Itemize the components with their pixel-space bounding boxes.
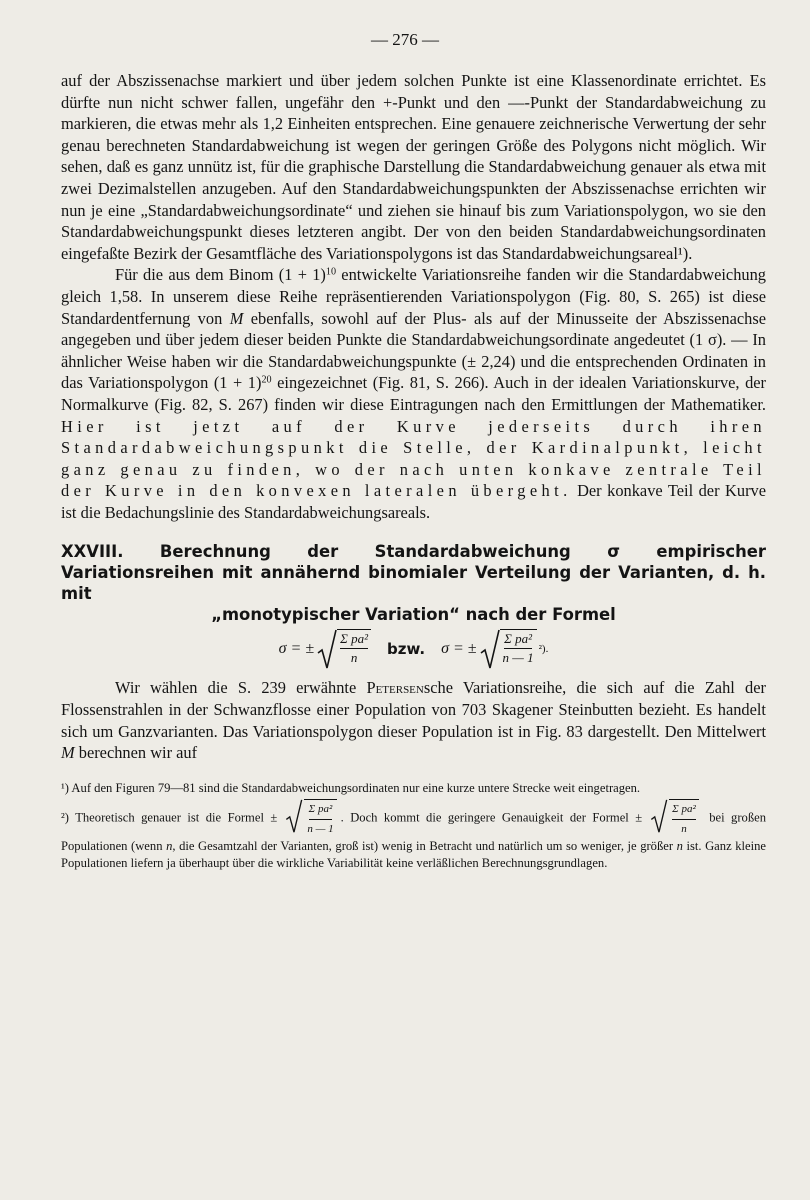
square-root	[649, 799, 699, 838]
fraction-denominator: n	[681, 822, 687, 835]
variable-n: n	[676, 838, 683, 853]
formula-population	[279, 629, 371, 669]
formula-line	[61, 629, 766, 669]
paragraph-2-part-a: Für die aus dem Binom (1 + 1)	[115, 265, 326, 285]
section-heading-last-line: „monotypischer Variation“ nach der Formel	[211, 605, 616, 625]
fraction	[304, 799, 336, 838]
exponent-20: 20	[261, 374, 272, 386]
fraction-numerator: Σ pa²	[309, 801, 333, 820]
radical-sign-icon	[317, 629, 337, 669]
footnote-2-part-e: ist. Ganz kleine Populationen liefern ja überhaupt über die wirkliche Variabilität keine verläßlichen Berechnungsgrundlagen.	[61, 838, 766, 870]
fraction	[500, 629, 537, 669]
square-root	[284, 799, 336, 838]
fraction-denominator: n	[350, 650, 358, 666]
main-text	[61, 70, 766, 874]
footnote-1: ¹) Auf den Figuren 79—81 sind die Standardabweichungsordinaten nur eine kurze untere Strecke weit eingetragen.	[61, 780, 641, 795]
footnotes	[61, 780, 766, 872]
variable-n: n	[166, 838, 173, 853]
footnote-2	[61, 799, 766, 872]
fraction-denominator: n — 1	[502, 650, 534, 666]
paragraph-3	[61, 677, 766, 763]
formula-lhs: σ = ±	[278, 640, 315, 658]
paragraph-2	[61, 264, 766, 523]
author-name: Petersen	[366, 678, 424, 698]
fraction-numerator: Σ pa²	[672, 801, 696, 820]
footnote-formula-sample	[281, 799, 336, 838]
footnote-2-part-c: bei großen Populationen (wenn	[61, 810, 767, 853]
paragraph-1: auf der Abszissenachse markiert und über jedem solchen Punkte ist eine Klassenordinate errichtet. Es dürfte nun nicht schwer fallen, ungefähr den +-Punkt und den —-Punkt der Standardabweichung zu markieren, die etwas mehr als 1,2 Einheiten entsprechen. Eine genauere zeichnerische Verwertung der sehr genau berechneten Standardabweichung ist wegen der geringen Größe des Polygons nicht möglich. Wir sehen, daß es ganz unnütz ist, für die graphische Darstellung die Standardabweichung genauer als etwa mit zwei Dezimalstellen anzugeben. Auf den Standardabweichungspunkten der Abszissenachse errichten wir nun je eine „Standardabweichungsordinate“ und ziehen sie hinauf bis zum Variationspolygon, wo sie den Standardabweichungspunkt dieses letzteren angibt. Der von den beiden Standardabweichungsordinaten eingefaßte Bezirk der Gesamtfläche des Variationspolygons ist das Standardabweichungsareal¹).	[61, 71, 766, 263]
footnote-formula-population	[646, 799, 699, 838]
fraction	[337, 629, 371, 669]
square-root	[480, 629, 537, 669]
paragraph-2-part-c: ebenfalls, sowohl auf der Plus- als auf der Minusseite der Abszissenachse angegeben und über jedem dieser beiden Punkte die Standardabweichungsordinate angedeutet (1 σ). — In ähnlicher Weise haben wir die Standardabweichungspunkte (± 2,24) und die entsprechenden Ordinaten in das Variationspolygon (1 + 1)	[61, 308, 766, 393]
footnote-2-part-b: . Doch kommt die geringere Genauigkeit der Formel ±	[340, 810, 643, 825]
fraction	[669, 799, 699, 838]
formula-sample	[441, 629, 548, 669]
square-root	[317, 629, 371, 669]
radical-sign-icon	[649, 799, 669, 833]
section-heading: XXVIII. Berechnung der Standardabweichung σ empirischer Variationsreihen mit annähernd binomialer Verteilung der Varianten, d. h. mit	[61, 542, 766, 604]
footnote-2-part-d: , die Gesamtzahl der Varianten, groß ist) wenig in Betracht und natürlich um so weniger, je größer	[172, 838, 677, 853]
footnote-2-part-a: ²) Theoretisch genauer ist die Formel ±	[61, 810, 278, 825]
exponent-10: 10	[325, 266, 337, 278]
paragraph-3-part-b: sche Variationsreihe, die sich auf die Zahl der Flossenstrahlen in der Schwanzflosse einer Population von 703 Skagener Steinbutten bezieht. Es handelt sich um Ganzvarianten. Das Variationspolygon dieser Population ist in Fig. 83 dargestellt. Den Mittelwert	[61, 678, 766, 741]
mean-symbol: M	[229, 308, 244, 328]
mean-symbol: M	[61, 743, 75, 763]
emphasized-spaced-text: Hier ist jetzt auf der Kurve jederseits durch ihren Standardabweichungspunkt die Stelle, der Kardinalpunkt, leicht ganz genau zu finden, wo der nach unten konkave zentrale Teil der Kurve in den konvexen lateralen übergeht.	[61, 416, 766, 501]
page-number: — 276 —	[371, 30, 439, 49]
formula-lhs: σ = ±	[441, 640, 477, 658]
fraction-denominator: n — 1	[307, 822, 334, 835]
paragraph-2-part-b: entwickelte Variationsreihe fanden wir die Standardabweichung gleich 1,58. In unserem diese Reihe repräsentierenden Variationspolygon (Fig. 80, S. 265) ist diese Standardentfernung von	[61, 265, 766, 328]
paragraph-3-part-c: berechnen wir auf	[74, 743, 198, 763]
paragraph-2-part-d: eingezeichnet (Fig. 81, S. 266). Auch in der idealen Variationskurve, der Normalkurve (Fig. 82, S. 267) finden wir diese Eintragungen nach den Ermittlungen der Mathematiker.	[61, 373, 766, 414]
formula-connector: bzw.	[387, 640, 426, 659]
paragraph-2-part-e: Der konkave Teil der Kurve ist die Bedachungslinie des Standardabweichungsareals.	[61, 481, 767, 522]
fraction-numerator: Σ pa²	[504, 631, 532, 649]
fraction-numerator: Σ pa²	[340, 631, 368, 649]
paragraph-3-part-a: Wir wählen die S. 239 erwähnte	[115, 678, 367, 698]
radical-sign-icon	[480, 629, 500, 669]
formula-footnote-ref: ²).	[538, 643, 549, 656]
radical-sign-icon	[284, 799, 304, 833]
